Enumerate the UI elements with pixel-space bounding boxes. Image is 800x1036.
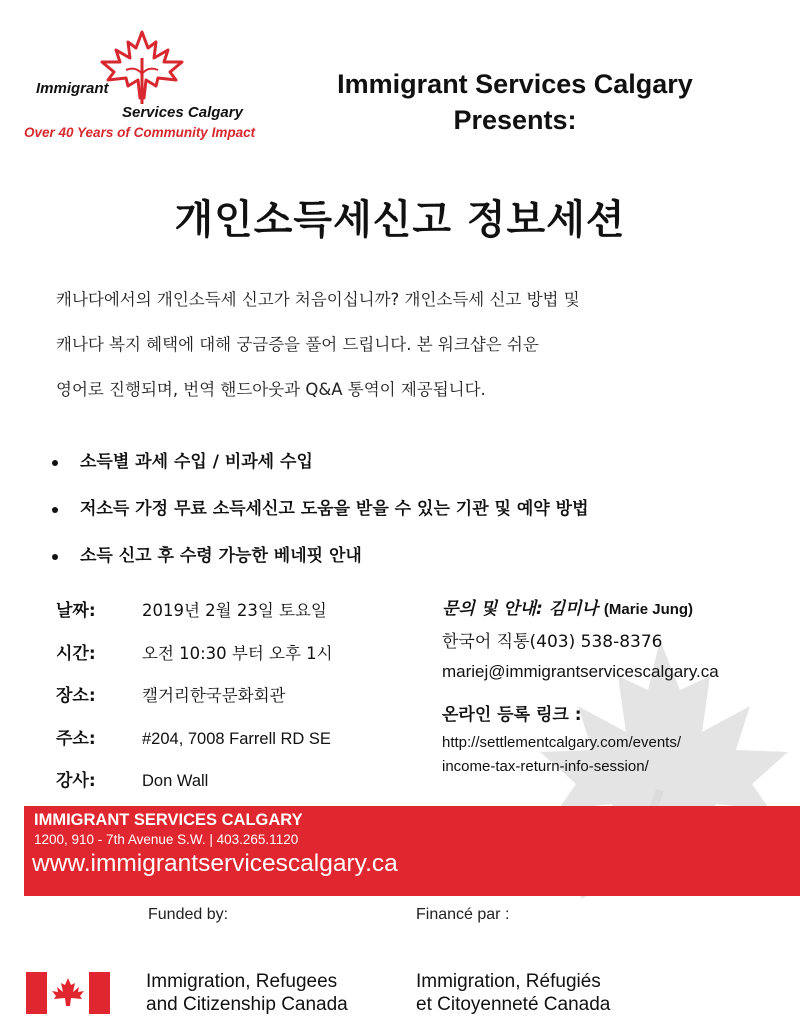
intro-line: 영어로 진행되며, 번역 핸드아웃과 Q&A 통역이 제공됩니다.: [56, 380, 486, 399]
topic-text: 소득별 과세 수입 / 비과세 수입: [80, 452, 313, 472]
department-name-french: [416, 970, 610, 1016]
date-label: 날짜:: [56, 601, 96, 621]
maple-leaf-icon: [96, 28, 188, 108]
canada-flag-icon: [26, 972, 110, 1014]
page-title: 개인소득세신고 정보세션: [174, 197, 626, 243]
intro-line: 캐나다에서의 개인소득세 신고가 처음이십니까? 개인소득세 신고 방법 및: [56, 290, 580, 309]
header-presents: [300, 66, 730, 138]
funded-by-label: Funded by:: [148, 906, 229, 923]
event-detail-labels: [56, 596, 96, 809]
registration-url-line[interactable]: http://settlementcalgary.com/events/: [442, 734, 681, 751]
topic-text: 저소득 가정 무료 소득세신고 도움을 받을 수 있는 기관 및 예약 방법: [80, 499, 589, 519]
registration-link[interactable]: [442, 731, 782, 779]
topic-item: [52, 447, 772, 494]
bullet-icon: [52, 507, 58, 513]
logo-tagline: Over 40 Years of Community Impact: [24, 125, 256, 140]
place-label: 장소:: [56, 686, 96, 706]
topic-item: [52, 494, 772, 541]
registration-label: 온라인 등록 링크 :: [442, 705, 582, 725]
header-presents-label: Presents:: [453, 105, 577, 135]
department-name-english: [146, 970, 348, 1016]
contact-heading: [442, 594, 782, 619]
event-detail-values: [142, 596, 333, 809]
contact-email-link[interactable]: mariej@immigrantservicescalgary.ca: [442, 662, 719, 681]
intro-line: 캐나다 복지 혜택에 대해 궁금증을 풀어 드립니다. 본 워크샵은 쉬운: [56, 335, 539, 354]
department-line: Immigration, Refugees: [146, 971, 338, 992]
logo-text-services-calgary: Services Calgary: [122, 104, 243, 121]
date-value: 2019년 2월 23일 토요일: [142, 601, 327, 620]
finance-par-label: Financé par :: [416, 906, 510, 923]
place-value: 캘거리한국문화회관: [142, 686, 286, 705]
speaker-value: Don Wall: [142, 772, 209, 790]
address-value: #204, 7008 Farrell RD SE: [142, 729, 331, 748]
logo-text-immigrant: Immigrant: [36, 80, 109, 97]
contact-block: [442, 594, 782, 779]
topic-item: [52, 541, 772, 588]
address-label: 주소:: [56, 728, 96, 749]
department-line: and Citizenship Canada: [146, 994, 348, 1015]
contact-label: 문의 및 안내:: [442, 599, 543, 619]
time-label: 시간:: [56, 643, 96, 664]
department-line: et Citoyenneté Canada: [416, 994, 611, 1015]
bullet-icon: [52, 554, 58, 560]
banner-website-link[interactable]: www.immigrantservicescalgary.ca: [32, 850, 398, 877]
header-org-name: Immigrant Services Calgary: [337, 69, 693, 99]
intro-paragraph: [56, 285, 776, 420]
bullet-icon: [52, 460, 58, 466]
contact-name: 김미나: [548, 599, 598, 619]
department-line: Immigration, Réfugiés: [416, 971, 601, 992]
topic-list: [52, 447, 772, 588]
contact-phone[interactable]: 한국어 직통(403) 538-8376: [442, 632, 663, 652]
registration-url-line[interactable]: income-tax-return-info-session/: [442, 758, 649, 775]
time-value: 오전 10:30 부터 오후 1시: [142, 643, 333, 663]
contact-name-english: (Marie Jung): [603, 601, 694, 618]
speaker-label: 강사:: [56, 771, 96, 791]
banner-org-name: IMMIGRANT SERVICES CALGARY: [34, 811, 303, 829]
banner-address: 1200, 910 - 7th Avenue S.W. | 403.265.1120: [34, 832, 299, 847]
topic-text: 소득 신고 후 수령 가능한 베네핏 안내: [80, 546, 362, 566]
